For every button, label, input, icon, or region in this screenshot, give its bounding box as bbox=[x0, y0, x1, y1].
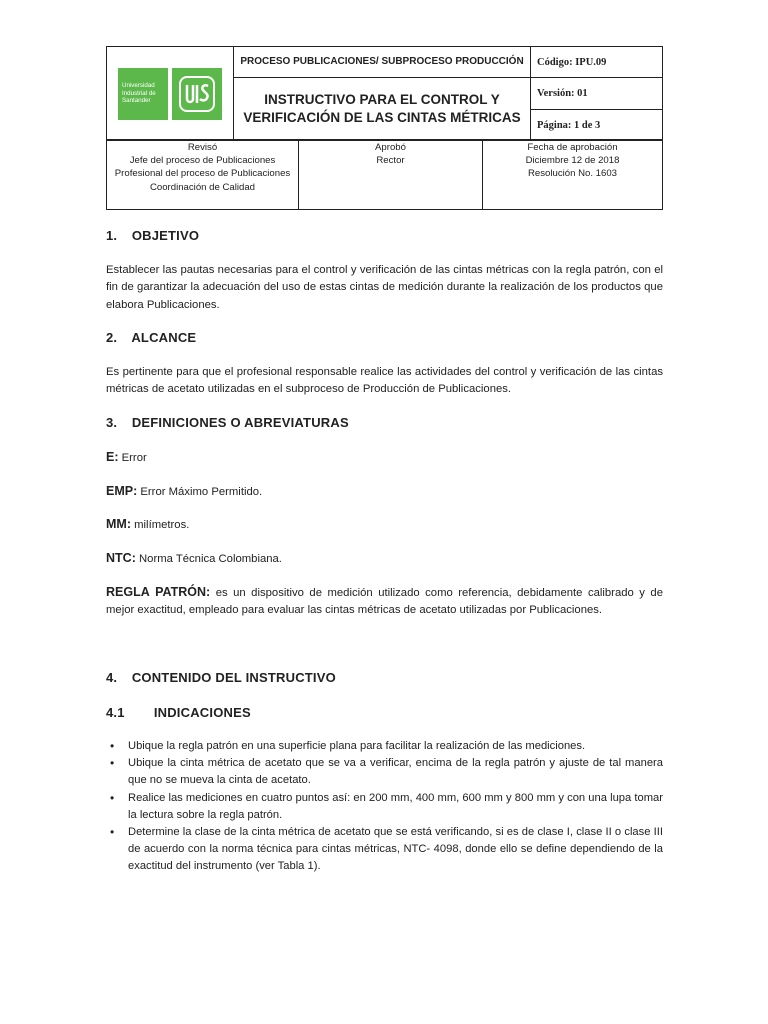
approval-date-label: Fecha de aprobación bbox=[527, 142, 618, 153]
uis-logo bbox=[107, 68, 233, 120]
reviewer-1: Jefe del proceso de Publicaciones bbox=[129, 155, 276, 167]
approved-label: Aprobó bbox=[375, 142, 406, 153]
document-title: INSTRUCTIVO PARA EL CONTROL Y VERIFICACIÓN DE LAS CINTAS MÉTRICAS bbox=[234, 78, 531, 141]
section-2-heading bbox=[106, 330, 196, 345]
definition-item bbox=[106, 584, 663, 620]
document-header-table bbox=[106, 46, 663, 141]
definition-desc: Norma Técnica Colombiana. bbox=[135, 553, 282, 565]
uis-emblem-icon bbox=[172, 68, 222, 120]
definition-desc: milímetros. bbox=[131, 519, 190, 531]
logo-university-name: Universidad Industrial de Santander bbox=[118, 68, 168, 120]
definition-term: MM: bbox=[106, 517, 131, 531]
logo-cell bbox=[107, 47, 234, 141]
approval-date-cell bbox=[483, 140, 663, 210]
section-4-1-number: 4.1 bbox=[106, 705, 125, 720]
section-3-title: DEFINICIONES O ABREVIATURAS bbox=[131, 415, 349, 430]
document-version: Versión: 01 bbox=[531, 78, 663, 110]
section-1-heading bbox=[106, 228, 199, 243]
approved-cell bbox=[299, 140, 483, 210]
section-2-title: ALCANCE bbox=[131, 330, 197, 345]
definition-term: E: bbox=[106, 450, 119, 464]
approval-date: Diciembre 12 de 2018 bbox=[525, 155, 620, 167]
reviewed-label: Revisó bbox=[187, 142, 218, 153]
definition-desc: es un dispositivo de medición utilizado como referencia, debidamente calibrado y de mejor exactitud, empleado para evaluar las cintas métricas de acetato utilizadas por Publicaciones. bbox=[106, 587, 663, 617]
approval-table bbox=[106, 139, 663, 210]
section-1-title: OBJETIVO bbox=[131, 228, 200, 243]
section-2-text: Es pertinente para que el profesional responsable realice las actividades del control y verificación de las cintas métricas de acetato utilizadas en el subproceso de Producción de Publicaciones. bbox=[106, 366, 663, 396]
process-name: PROCESO PUBLICACIONES/ SUBPROCESO PRODUCCIÓN bbox=[234, 47, 531, 78]
indications-list bbox=[106, 738, 663, 876]
reviewer-3: Coordinación de Calidad bbox=[149, 181, 256, 193]
definition-item bbox=[106, 550, 663, 568]
resolution-number: Resolución No. 1603 bbox=[527, 168, 618, 180]
section-4-1-title: INDICACIONES bbox=[153, 705, 251, 720]
definition-desc: Error Máximo Permitido. bbox=[137, 486, 263, 498]
list-item: • Ubique la regla patrón en una superficie plana para facilitar la realización de las mediciones. bbox=[106, 738, 663, 755]
definition-term: REGLA PATRÓN: bbox=[106, 585, 211, 599]
list-item: • Ubique la cinta métrica de acetato que se va a verificar, encima de la regla patrón y ajuste de tal manera que no se mueva la cinta de acetato. bbox=[106, 755, 663, 789]
section-4-title: CONTENIDO DEL INSTRUCTIVO bbox=[131, 670, 336, 685]
section-3-number: 3. bbox=[106, 415, 118, 430]
definition-item bbox=[106, 483, 663, 501]
list-item: • Realice las mediciones en cuatro puntos así: en 200 mm, 400 mm, 600 mm y 800 mm y con una lupa tomar la lectura sobre la regla patrón. bbox=[106, 790, 663, 824]
reviewed-cell bbox=[107, 140, 299, 210]
definition-item bbox=[106, 449, 663, 467]
document-code: Código: IPU.09 bbox=[531, 47, 663, 78]
section-2-number: 2. bbox=[106, 330, 118, 345]
definition-item bbox=[106, 516, 663, 534]
definition-desc: Error bbox=[118, 452, 147, 464]
section-1-number: 1. bbox=[106, 228, 118, 243]
page-number: Página: 1 de 3 bbox=[531, 110, 663, 141]
section-4-number: 4. bbox=[106, 670, 118, 685]
definition-term: NTC: bbox=[106, 551, 136, 565]
definition-term: EMP: bbox=[106, 484, 138, 498]
approver: Rector bbox=[376, 155, 405, 167]
section-1-text: Establecer las pautas necesarias para el control y verificación de las cintas métricas con la regla patrón, con el fin de garantizar la adecuación del uso de estas cintas de medición durante la realización de los productos que elabora Publicaciones. bbox=[106, 264, 663, 311]
section-3-heading bbox=[106, 415, 349, 430]
section-4-1-heading bbox=[106, 705, 251, 720]
reviewer-2: Profesional del proceso de Publicaciones bbox=[114, 168, 291, 180]
list-item: • Determine la clase de la cinta métrica de acetato que se está verificando, si es de clase I, clase II o clase III de acuerdo con la norma técnica para cintas métricas, NTC- 4098, donde ello se define dependiendo de la exactitud del instrumento (ver Tabla 1). bbox=[106, 824, 663, 876]
section-4-heading bbox=[106, 670, 336, 685]
